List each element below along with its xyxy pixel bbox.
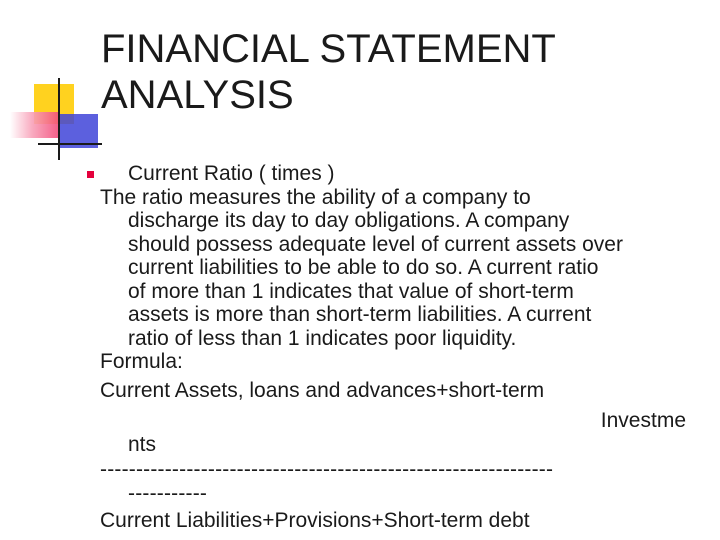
decor-red-gradient-bar (10, 112, 60, 138)
slide-title: FINANCIAL STATEMENT ANALYSIS (101, 27, 556, 117)
decor-vertical-line (58, 78, 60, 160)
body-line: ratio of less than 1 indicates poor liquidity. (128, 326, 517, 350)
bullet-item (100, 162, 695, 186)
formula-divider: ----------- (128, 481, 208, 505)
body-line: assets is more than short-term liabilities. A current (128, 303, 592, 326)
decor-horizontal-line (38, 143, 102, 145)
formula-numerator-continued: nts (128, 432, 157, 456)
square-bullet-icon (87, 171, 94, 178)
body-line: The ratio measures the ability of a company to (100, 185, 531, 209)
body-line: should possess adequate level of current assets over (128, 232, 623, 256)
formula-numerator: Current Assets, loans and advances+short-term (100, 378, 545, 402)
formula-denominator: Current Liabilities+Provisions+Short-term debt (100, 509, 530, 532)
slide-content (100, 162, 695, 533)
formula-numerator-continued: Investme (600, 409, 686, 432)
body-line: discharge its day to day obligations. A company (128, 209, 570, 232)
body-line: current liabilities to be able to do so. A current ratio (128, 256, 599, 279)
body-line: of more than 1 indicates that value of short-term (128, 279, 574, 303)
bullet-heading: Current Ratio ( times ) (128, 162, 335, 185)
formula-divider: --------------------------------------------------------------- (100, 458, 554, 481)
formula-label: Formula: (100, 350, 183, 373)
